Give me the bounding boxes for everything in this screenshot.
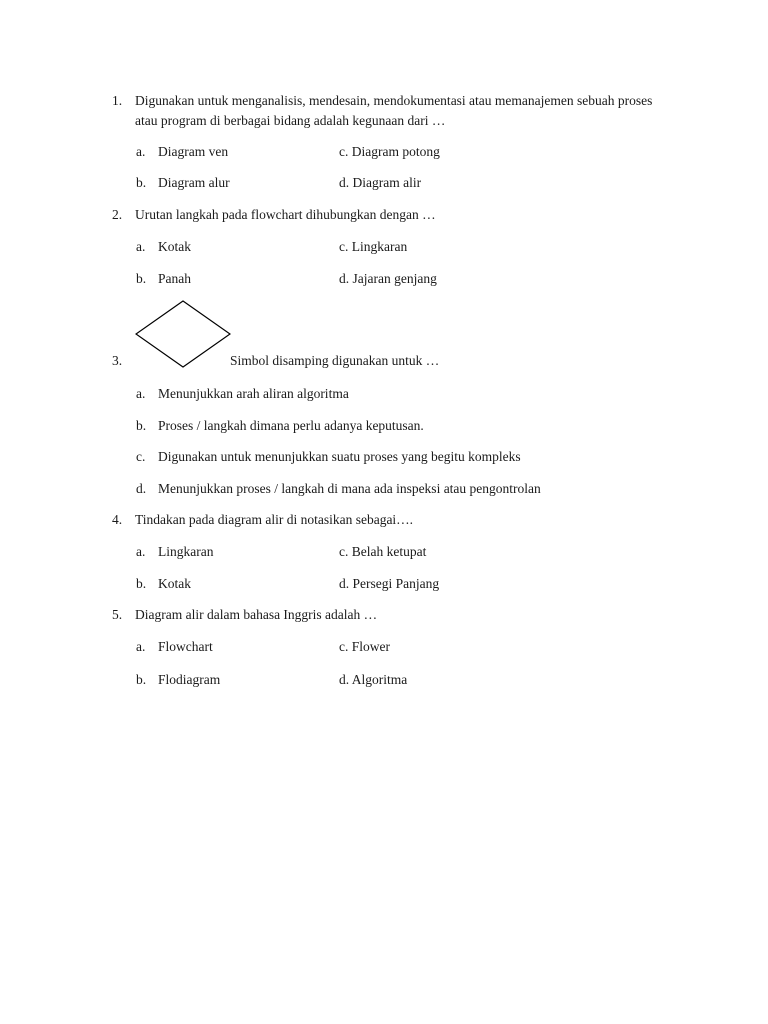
question-4-option-a: Lingkaran	[158, 544, 214, 559]
question-4-number: 4.	[112, 512, 123, 527]
question-2-option-a-letter: a.	[136, 239, 146, 254]
question-5-text: Diagram alir dalam bahasa Inggris adalah …	[135, 607, 378, 622]
question-5-option-d: d. Algoritma	[339, 672, 408, 687]
question-1-option-d: d. Diagram alir	[339, 175, 422, 190]
question-5-option-a: Flowchart	[158, 639, 213, 654]
question-1-text-line1: Digunakan untuk menganalisis, mendesain, mendokumentasi atau memanajemen sebuah proses	[135, 93, 653, 108]
question-3-text: Simbol disamping digunakan untuk …	[230, 353, 440, 368]
question-2-option-b: Panah	[158, 271, 191, 286]
question-1-number: 1.	[112, 93, 123, 108]
question-1-option-b-letter: b.	[136, 175, 147, 190]
question-3-option-a-letter: a.	[136, 386, 146, 401]
question-2-option-b-letter: b.	[136, 271, 147, 286]
question-4-option-a-letter: a.	[136, 544, 146, 559]
question-4-option-b: Kotak	[158, 576, 191, 591]
question-3-number: 3.	[112, 353, 123, 368]
question-3-option-d-letter: d.	[136, 481, 147, 496]
diamond-decision-icon	[135, 300, 231, 368]
question-3-option-c: Digunakan untuk menunjukkan suatu proses yang begitu kompleks	[158, 449, 521, 464]
question-4-option-c: c. Belah ketupat	[339, 544, 427, 559]
question-5-option-c: c. Flower	[339, 639, 390, 654]
question-4-option-b-letter: b.	[136, 576, 147, 591]
question-4-option-d: d. Persegi Panjang	[339, 576, 440, 591]
question-2-option-d: d. Jajaran genjang	[339, 271, 437, 286]
question-1-text-line2: atau program di berbagai bidang adalah kegunaan dari …	[135, 113, 446, 128]
question-2-text: Urutan langkah pada flowchart dihubungkan dengan …	[135, 207, 436, 222]
question-1-option-b: Diagram alur	[158, 175, 230, 190]
question-3-option-c-letter: c.	[136, 449, 146, 464]
question-5-option-b-letter: b.	[136, 672, 147, 687]
question-5-option-b: Flodiagram	[158, 672, 221, 687]
question-1-option-a: Diagram ven	[158, 144, 229, 159]
question-3-option-b-letter: b.	[136, 418, 147, 433]
question-3-option-b: Proses / langkah dimana perlu adanya keputusan.	[158, 418, 424, 433]
question-5-option-a-letter: a.	[136, 639, 146, 654]
question-2-number: 2.	[112, 207, 123, 222]
question-1-option-a-letter: a.	[136, 144, 146, 159]
question-4-text: Tindakan pada diagram alir di notasikan sebagai….	[135, 512, 414, 527]
question-3-option-d: Menunjukkan proses / langkah di mana ada inspeksi atau pengontrolan	[158, 481, 541, 496]
question-3-option-a: Menunjukkan arah aliran algoritma	[158, 386, 349, 401]
question-2-option-c: c. Lingkaran	[339, 239, 408, 254]
question-5-number: 5.	[112, 607, 123, 622]
question-1-option-c: c. Diagram potong	[339, 144, 440, 159]
question-2-option-a: Kotak	[158, 239, 191, 254]
